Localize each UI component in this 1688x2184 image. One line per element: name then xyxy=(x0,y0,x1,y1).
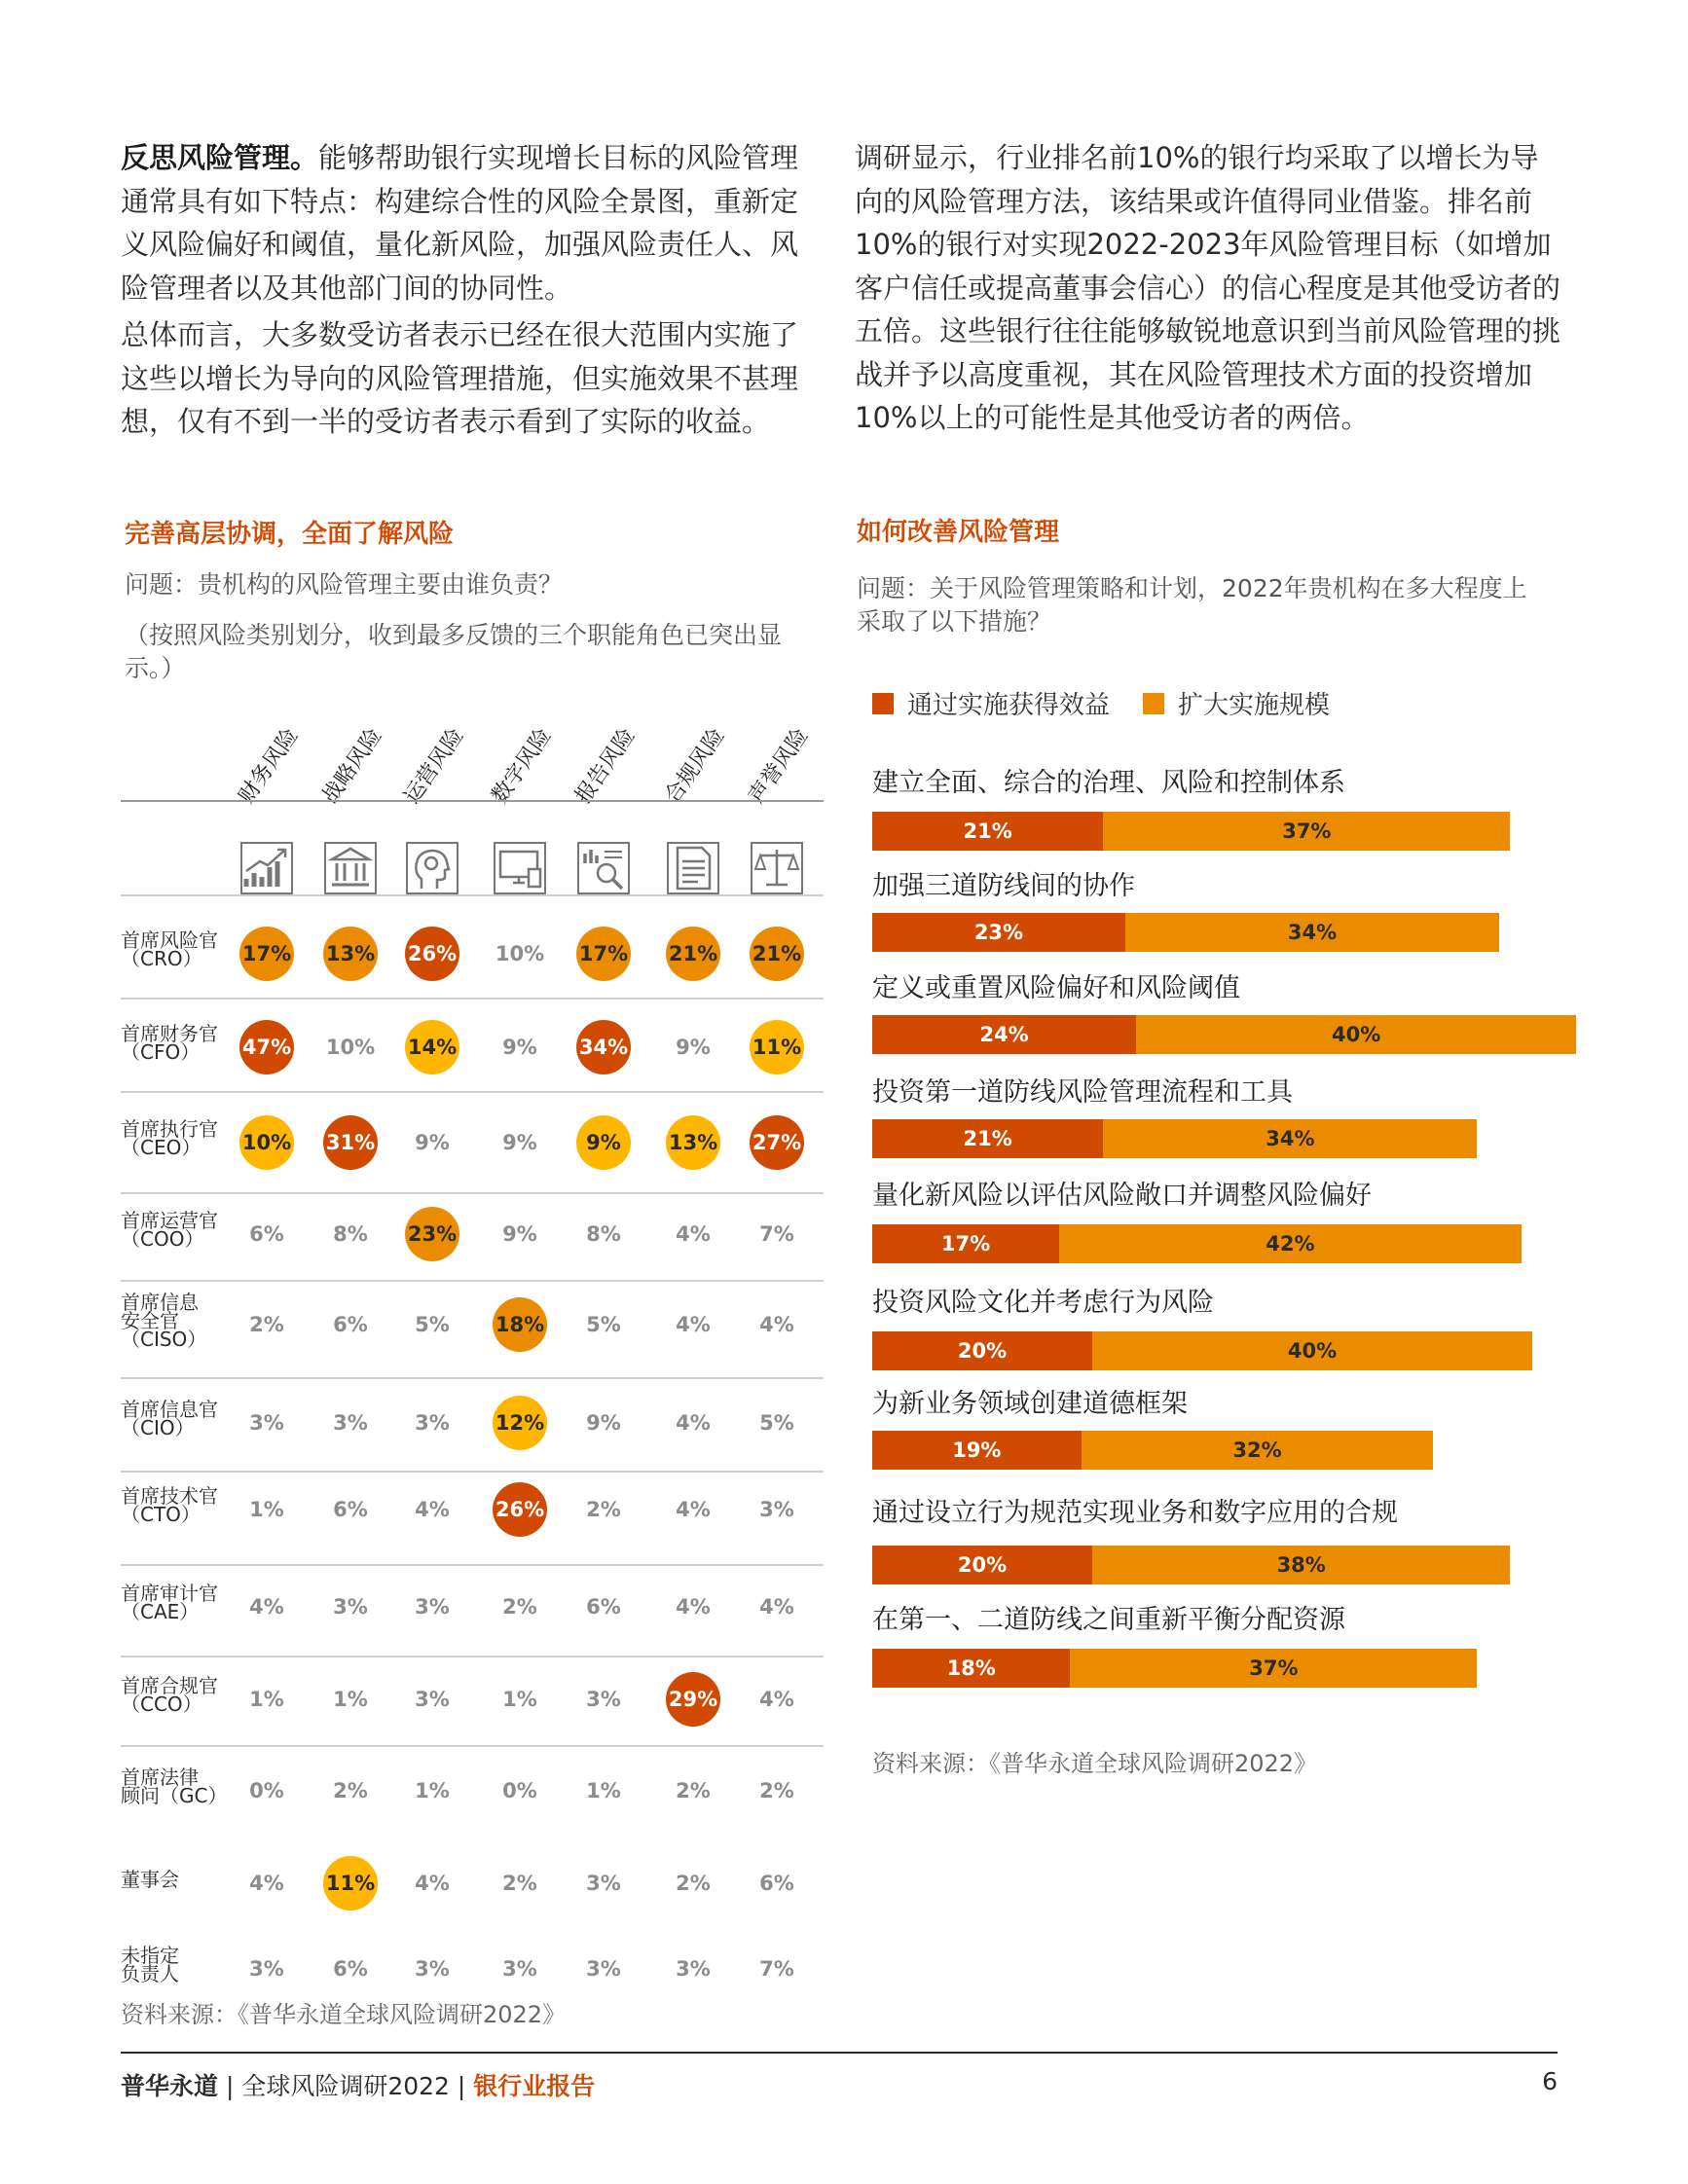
bar-segment-benefit: 24% xyxy=(872,1015,1136,1054)
intro-paragraph xyxy=(121,136,822,309)
matrix-cell: 3% xyxy=(415,1957,450,1981)
matrix-cell: 2% xyxy=(586,1498,621,1521)
matrix-cell: 34% xyxy=(576,1020,631,1074)
bar-category-label: 通过设立行为规范实现业务和数字应用的合规 xyxy=(872,1498,1398,1528)
matrix-cell: 27% xyxy=(750,1115,804,1170)
page-number: 6 xyxy=(1542,2067,1558,2095)
matrix-cell: 6% xyxy=(333,1313,368,1336)
stacked-bar xyxy=(872,1119,1477,1158)
footer-divider xyxy=(121,2052,1558,2054)
matrix-cell: 18% xyxy=(493,1297,547,1352)
devices-icon xyxy=(492,840,548,896)
legend-swatch-scale xyxy=(1143,693,1164,714)
matrix-cell: 3% xyxy=(676,1957,711,1981)
bar-category-label: 为新业务领域创建道德框架 xyxy=(872,1389,1188,1419)
bar-segment-scale: 38% xyxy=(1092,1546,1510,1584)
matrix-cell: 3% xyxy=(415,1411,450,1435)
matrix-cell: 9% xyxy=(576,1115,631,1170)
chart-legend xyxy=(872,685,1330,721)
row-divider xyxy=(121,1745,824,1747)
matrix-cell: 9% xyxy=(502,1036,537,1059)
matrix-cell: 6% xyxy=(249,1222,284,1246)
matrix-cell: 3% xyxy=(586,1957,621,1981)
row-divider xyxy=(121,1091,824,1093)
bar-category-label: 定义或重置风险偏好和风险阈值 xyxy=(872,973,1240,1003)
matrix-cell: 10% xyxy=(239,1115,294,1170)
matrix-cell: 1% xyxy=(249,1688,284,1711)
role-label: 首席运营官 （COO） xyxy=(121,1209,218,1251)
footer-report-name: 全球风险调研2022 xyxy=(241,2072,450,2100)
bar-segment-scale: 37% xyxy=(1070,1649,1477,1688)
bar-segment-benefit: 19% xyxy=(872,1431,1082,1470)
bar-category-label: 建立全面、综合的治理、风险和控制体系 xyxy=(872,768,1345,798)
matrix-cell: 21% xyxy=(666,927,720,981)
matrix-cell: 5% xyxy=(586,1313,621,1336)
matrix-cell: 13% xyxy=(323,927,378,981)
matrix-cell: 9% xyxy=(676,1036,711,1059)
matrix-cell: 12% xyxy=(493,1396,547,1450)
chart-growth-icon xyxy=(239,840,295,896)
matrix-cell: 4% xyxy=(249,1595,284,1619)
stacked-bar xyxy=(872,1331,1532,1370)
matrix-cell: 6% xyxy=(759,1872,794,1895)
matrix-cell: 2% xyxy=(676,1779,711,1802)
bar-segment-benefit: 23% xyxy=(872,913,1125,952)
matrix-cell: 4% xyxy=(676,1313,711,1336)
bar-segment-benefit: 21% xyxy=(872,1119,1103,1158)
role-label: 首席法律 顾问（GC） xyxy=(121,1765,228,1807)
bar-category-label: 投资第一道防线风险管理流程和工具 xyxy=(872,1077,1293,1108)
matrix-cell: 4% xyxy=(676,1411,711,1435)
matrix-cell: 26% xyxy=(405,927,459,981)
footer-brand: 普华永道 xyxy=(121,2072,219,2100)
intro-bold-lead: 反思风险管理。 xyxy=(121,141,319,174)
right-question: 问题：关于风险管理策略和计划，2022年贵机构在多大程度上采取了以下措施？ xyxy=(857,574,1527,636)
bar-segment-benefit: 20% xyxy=(872,1546,1092,1584)
footer-section-name: 银行业报告 xyxy=(473,2072,596,2100)
matrix-cell: 4% xyxy=(676,1222,711,1246)
bar-category-label: 量化新风险以评估风险敞口并调整风险偏好 xyxy=(872,1181,1372,1211)
matrix-cell: 3% xyxy=(415,1688,450,1711)
matrix-cell: 11% xyxy=(323,1856,378,1911)
matrix-cell: 2% xyxy=(502,1872,537,1895)
matrix-cell: 14% xyxy=(405,1020,459,1074)
stacked-bar xyxy=(872,1224,1522,1263)
column-header: 报告风险 xyxy=(570,723,641,809)
role-label: 首席信息官 （CIO） xyxy=(121,1398,218,1439)
row-divider xyxy=(121,800,824,802)
matrix-cell: 8% xyxy=(333,1222,368,1246)
left-source: 资料来源：《普华永道全球风险调研2022》 xyxy=(121,2001,567,2028)
column-header: 运营风险 xyxy=(399,723,469,809)
document-icon xyxy=(665,840,721,896)
matrix-cell: 26% xyxy=(493,1482,547,1537)
scales-icon xyxy=(749,840,805,896)
matrix-cell: 3% xyxy=(415,1595,450,1619)
matrix-cell: 31% xyxy=(323,1115,378,1170)
column-header: 数字风险 xyxy=(487,723,557,809)
matrix-cell: 3% xyxy=(249,1411,284,1435)
matrix-cell: 9% xyxy=(502,1131,537,1154)
column-header: 战略风险 xyxy=(317,723,387,809)
role-label: 首席财务官 （CFO） xyxy=(121,1022,218,1064)
responsibility-matrix xyxy=(121,706,824,2010)
footer xyxy=(121,2067,595,2102)
role-label: 首席技术官 （CTO） xyxy=(121,1484,218,1526)
summary-paragraph: 总体而言，大多数受访者表示已经在很大范围内实施了这些以增长为导向的风险管理措施，但实施效果不甚理想，仅有不到一半的受访者表示看到了实际的收益。 xyxy=(121,318,799,438)
bar-segment-scale: 37% xyxy=(1103,812,1510,851)
institution-building-icon xyxy=(322,840,379,896)
matrix-cell: 3% xyxy=(586,1872,621,1895)
matrix-cell: 4% xyxy=(415,1498,450,1521)
stacked-bar xyxy=(872,913,1499,952)
footer-separator: | xyxy=(449,2072,474,2100)
role-label: 首席审计官 （CAE） xyxy=(121,1582,218,1623)
stacked-bar xyxy=(872,812,1510,851)
matrix-cell: 4% xyxy=(415,1872,450,1895)
matrix-cell: 9% xyxy=(502,1222,537,1246)
left-question-note: （按照风险类别划分，收到最多反馈的三个职能角色已突出显示。） xyxy=(125,621,783,682)
matrix-cell: 4% xyxy=(676,1595,711,1619)
column-header: 声誉风险 xyxy=(744,723,814,809)
matrix-cell: 13% xyxy=(666,1115,720,1170)
head-gears-icon xyxy=(404,840,460,896)
matrix-cell: 23% xyxy=(405,1207,459,1261)
bar-segment-scale: 34% xyxy=(1125,913,1499,952)
row-divider xyxy=(121,1564,824,1566)
bar-category-label: 加强三道防线间的协作 xyxy=(872,871,1135,901)
row-divider xyxy=(121,1192,824,1194)
role-label: 董事会 xyxy=(121,1867,179,1891)
legend-label-scale: 扩大实施规模 xyxy=(1178,691,1331,720)
bar-segment-benefit: 21% xyxy=(872,812,1103,851)
matrix-cell: 4% xyxy=(759,1313,794,1336)
matrix-cell: 1% xyxy=(415,1779,450,1802)
bar-segment-scale: 42% xyxy=(1059,1224,1522,1263)
matrix-cell: 1% xyxy=(333,1688,368,1711)
matrix-cell: 4% xyxy=(249,1872,284,1895)
role-label: 首席执行官 （CEO） xyxy=(121,1117,218,1159)
matrix-cell: 4% xyxy=(759,1595,794,1619)
legend-label-benefit: 通过实施获得效益 xyxy=(907,691,1111,720)
bar-segment-benefit: 17% xyxy=(872,1224,1059,1263)
row-divider xyxy=(121,1656,824,1657)
role-label: 未指定 负责人 xyxy=(121,1944,179,1985)
matrix-cell: 10% xyxy=(325,1036,376,1059)
matrix-cell: 0% xyxy=(249,1779,284,1802)
role-label: 首席信息 安全官 （CISO） xyxy=(121,1290,207,1351)
matrix-cell: 3% xyxy=(333,1595,368,1619)
right-paragraph: 调研显示，行业排名前10%的银行均采取了以增长为导向的风险管理方法，该结果或许值得同业借鉴。排名前10%的银行对实现2022-2023年风险管理目标（如增加客户信任或提高董事会信心）的信心程度是其他受访者的五倍。这些银行往往能够敏锐地意识到当前风险管理的挑战并予以高度重视，其在风险管理技术方面的投资增加10%以上的可能性是其他受访者的两倍。 xyxy=(855,141,1561,434)
matrix-cell: 1% xyxy=(586,1779,621,1802)
bar-segment-scale: 40% xyxy=(1092,1331,1532,1370)
bar-segment-benefit: 20% xyxy=(872,1331,1092,1370)
matrix-cell: 6% xyxy=(333,1957,368,1981)
matrix-cell: 2% xyxy=(333,1779,368,1802)
matrix-cell: 29% xyxy=(666,1672,720,1727)
row-divider xyxy=(121,1471,824,1473)
matrix-cell: 3% xyxy=(759,1498,794,1521)
role-label: 首席合规官 （CCO） xyxy=(121,1674,218,1716)
matrix-cell: 3% xyxy=(586,1688,621,1711)
stacked-bar xyxy=(872,1015,1576,1054)
matrix-cell: 11% xyxy=(750,1020,804,1074)
footer-separator: | xyxy=(218,2072,242,2100)
legend-swatch-benefit xyxy=(872,693,894,714)
bar-category-label: 投资风险文化并考虑行为风险 xyxy=(872,1288,1214,1318)
matrix-cell: 17% xyxy=(239,927,294,981)
matrix-cell: 6% xyxy=(586,1595,621,1619)
matrix-cell: 7% xyxy=(759,1957,794,1981)
row-divider xyxy=(121,998,824,1000)
matrix-cell: 47% xyxy=(239,1020,294,1074)
matrix-cell: 1% xyxy=(502,1688,537,1711)
bar-segment-scale: 34% xyxy=(1103,1119,1477,1158)
matrix-cell: 9% xyxy=(415,1131,450,1154)
right-source: 资料来源：《普华永道全球风险调研2022》 xyxy=(872,1750,1318,1777)
role-label: 首席风险官 （CRO） xyxy=(121,928,218,970)
matrix-cell: 6% xyxy=(333,1498,368,1521)
left-section-title: 完善高层协调，全面了解风险 xyxy=(125,520,455,549)
stacked-bar xyxy=(872,1546,1510,1584)
left-question: 问题：贵机构的风险管理主要由谁负责？ xyxy=(125,570,564,599)
matrix-cell: 10% xyxy=(495,942,545,965)
matrix-cell: 3% xyxy=(249,1957,284,1981)
matrix-cell: 5% xyxy=(759,1411,794,1435)
row-divider xyxy=(121,1280,824,1282)
matrix-cell: 1% xyxy=(249,1498,284,1521)
matrix-cell: 8% xyxy=(586,1222,621,1246)
matrix-cell: 2% xyxy=(676,1872,711,1895)
matrix-cell: 4% xyxy=(759,1688,794,1711)
column-header: 财务风险 xyxy=(234,723,304,809)
matrix-cell: 7% xyxy=(759,1222,794,1246)
bar-segment-benefit: 18% xyxy=(872,1649,1070,1688)
report-magnifier-icon xyxy=(575,840,632,896)
column-header: 合规风险 xyxy=(660,723,730,809)
matrix-cell: 2% xyxy=(502,1595,537,1619)
matrix-cell: 2% xyxy=(249,1313,284,1336)
bar-segment-scale: 32% xyxy=(1082,1431,1434,1470)
matrix-cell: 2% xyxy=(759,1779,794,1802)
row-divider xyxy=(121,894,824,896)
matrix-cell: 5% xyxy=(415,1313,450,1336)
matrix-cell: 4% xyxy=(676,1498,711,1521)
matrix-cell: 17% xyxy=(576,927,631,981)
bar-segment-scale: 40% xyxy=(1136,1015,1576,1054)
bar-category-label: 在第一、二道防线之间重新平衡分配资源 xyxy=(872,1605,1345,1635)
stacked-bar xyxy=(872,1649,1477,1688)
matrix-cell: 9% xyxy=(586,1411,621,1435)
matrix-cell: 3% xyxy=(333,1411,368,1435)
matrix-cell: 3% xyxy=(502,1957,537,1981)
intro-rest: 能够帮助银行实现增长目标的风险管理通常具有如下特点：构建综合性的风险全景图，重新定义风险偏好和阈值，量化新风险，加强风险责任人、风险管理者以及其他部门间的协同性。 xyxy=(121,141,799,305)
matrix-cell: 21% xyxy=(750,927,804,981)
matrix-cell: 0% xyxy=(502,1779,537,1802)
row-divider xyxy=(121,1377,824,1379)
stacked-bar xyxy=(872,1431,1433,1470)
right-section-title: 如何改善风险管理 xyxy=(857,518,1060,547)
